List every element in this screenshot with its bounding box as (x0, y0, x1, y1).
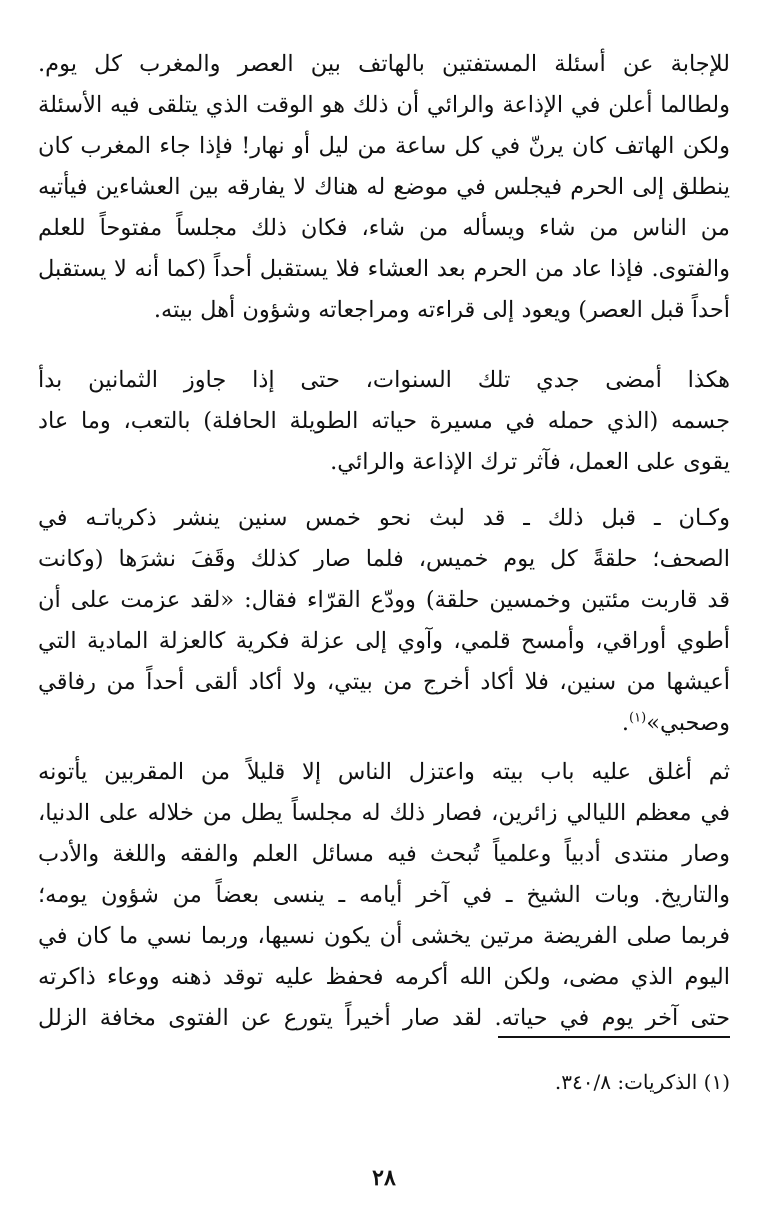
footnote-reference[interactable]: (١) (629, 710, 647, 726)
text-line: ينطلق إلى الحرم فيجلس في موضع له هناك لا يفارقه بين العشاءين فيأتيه (38, 174, 730, 200)
text-line: حتى آخر يوم في حياته. لقد صار أخيراً يتورع عن الفتوى مخافة الزلل (38, 1005, 730, 1031)
sentence-period: . (621, 710, 630, 736)
text-line: يقوى على العمل، فآثر ترك الإذاعة والرائي. (330, 449, 730, 475)
paragraph-2 (38, 360, 730, 483)
text-line: ثم أغلق عليه باب بيته واعتزل الناس إلا قليلاً من المقربين يأتونه (38, 759, 730, 785)
paragraph-4 (38, 752, 730, 1039)
text-line: في معظم الليالي زائرين، فصار ذلك له مجلساً يطل من خلاله على الدنيا، (38, 800, 730, 826)
footnote: (١) الذكريات: ٣٤٠/٨. (554, 1070, 730, 1094)
text-line: أعيشها من سنين، فلا أكاد أخرج من بيتي، ولا أكاد ألقى أحداً من رفاقي (38, 669, 730, 695)
text-line: أطوي أوراقي، وأمسح قلمي، وآوي إلى عزلة فكرية كالعزلة المادية التي (38, 628, 730, 654)
text-line: الصحف؛ حلقةً كل يوم خميس، فلما صار كذلك وقَفَ نشرَها (وكانت (38, 546, 730, 572)
text-line: اليوم الذي مضى، ولكن الله أكرمه فحفظ عليه توقد ذهنه ووعاء ذاكرته (38, 964, 730, 990)
text-line: وكـان ـ قبل ذلك ـ قد لبث نحو خمس سنين ينشر ذكرياتـه في (38, 505, 730, 531)
page-number: ٢٨ (372, 1165, 396, 1191)
quote-end-text: وصحبي» (646, 710, 730, 736)
text-line: هكذا أمضى جدي تلك السنوات، حتى إذا جاوز الثمانين بدأ (38, 367, 730, 393)
text-line: والتاريخ. وبات الشيخ ـ في آخر أيامه ـ ينسى بعضاً من شؤون يومه؛ (38, 882, 730, 908)
text-line: فربما صلى الفريضة مرتين يخشى أن يكون نسيها، وربما نسي ما كان في (38, 923, 730, 949)
text-line: أحداً قبل العصر) ويعود إلى قراءته ومراجعاته وشؤون أهل بيته. (153, 297, 730, 323)
text-line: وصار منتدى أدبياً وعلمياً تُبحث فيه مسائل العلم والفقه واللغة والأدب (38, 841, 730, 867)
text-line: للإجابة عن أسئلة المستفتين بالهاتف بين العصر والمغرب كل يوم. (38, 51, 730, 77)
text-line: ولكن الهاتف كان يرنّ في كل ساعة من ليل أو نهار! فإذا جاء المغرب كان (38, 133, 730, 159)
text-line: من الناس من شاء ويسأله من شاء، فكان ذلك مجلساً مفتوحاً للعلم (38, 215, 730, 241)
text-line: جسمه (الذي حمله في مسيرة حياته الطويلة الحافلة) بالتعب، وما عاد (38, 408, 730, 434)
paragraph-1 (38, 44, 730, 331)
text-line: ولطالما أعلن في الإذاعة والرائي أن ذلك هو الوقت الذي يتلقى فيه الأسئلة (38, 92, 730, 118)
text-line: قد قاربت مئتين وخمسين حلقة) وودّع القرّاء فقال: «لقد عزمت على أن (38, 587, 730, 613)
paragraph-3 (38, 498, 730, 744)
footnote-separator (498, 1036, 730, 1038)
text-line: والفتوى. فإذا عاد من الحرم بعد العشاء فلا يستقبل أحداً (كما أنه لا يستقبل (38, 256, 730, 282)
book-page (38, 0, 730, 1216)
text-line (38, 703, 730, 744)
